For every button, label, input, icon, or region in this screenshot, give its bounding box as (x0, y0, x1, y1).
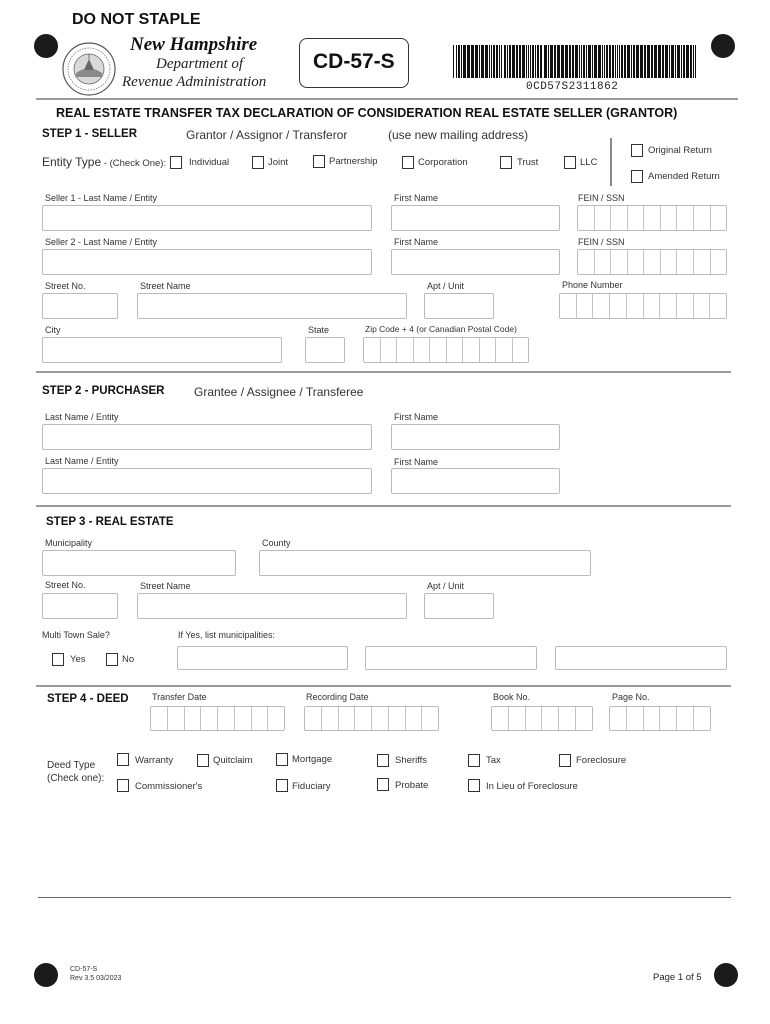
transfer-date-label: Transfer Date (152, 692, 207, 702)
deed-commissioners-checkbox[interactable] (117, 779, 129, 792)
entity-partnership-label: Partnership (329, 156, 378, 167)
if-yes-label: If Yes, list municipalities: (178, 630, 276, 640)
entity-llc-label: LLC (580, 157, 598, 168)
purchaser1-first-name-field[interactable] (391, 424, 560, 450)
seller-street-name-label: Street Name (140, 281, 191, 291)
deed-probate-checkbox[interactable] (377, 778, 389, 791)
purchaser2-last-name-field[interactable] (42, 468, 372, 494)
entity-type-label (42, 155, 166, 169)
seller2-fein-label: FEIN / SSN (578, 237, 625, 247)
municipality-list-field-2[interactable] (365, 646, 537, 670)
amended-return-checkbox[interactable] (631, 170, 643, 183)
amended-return-label: Amended Return (648, 171, 720, 182)
property-apt-field[interactable] (424, 593, 494, 619)
footer-form-code: CD-57-S (70, 966, 98, 973)
entity-corporation-label: Corporation (418, 157, 468, 168)
entity-trust-label: Trust (517, 157, 539, 168)
multi-town-label: Multi Town Sale? (42, 630, 110, 640)
multi-town-yes-label: Yes (70, 654, 86, 665)
entity-joint-checkbox[interactable] (252, 156, 264, 169)
seller-zip-field[interactable] (363, 337, 529, 363)
municipality-list-field-3[interactable] (555, 646, 727, 670)
department-line2: Revenue Administration (122, 74, 267, 90)
state-name: New Hampshire (130, 34, 258, 55)
book-no-field[interactable] (491, 706, 593, 731)
seller-state-field[interactable] (305, 337, 345, 363)
deed-warranty-checkbox[interactable] (117, 753, 129, 766)
purchaser2-last-name-label: Last Name / Entity (45, 456, 119, 466)
municipality-field[interactable] (42, 550, 236, 576)
deed-commissioners-label: Commissioner's (135, 781, 203, 792)
page-number: Page 1 of 5 (653, 972, 702, 983)
department-line1: Department of (156, 56, 244, 72)
mailing-note: (use new mailing address) (388, 128, 529, 142)
seller-street-no-label: Street No. (45, 281, 86, 291)
barcode (453, 45, 699, 78)
deed-in-lieu-checkbox[interactable] (468, 779, 480, 792)
recording-date-field[interactable] (304, 706, 439, 731)
seller1-first-name-label: First Name (394, 193, 439, 203)
multi-town-no-checkbox[interactable] (106, 653, 118, 666)
purchaser2-first-name-field[interactable] (391, 468, 560, 494)
purchaser1-last-name-label: Last Name / Entity (45, 412, 119, 422)
purchaser2-first-name-label: First Name (394, 457, 439, 467)
deed-mortgage-label: Mortgage (292, 754, 333, 765)
deed-fiduciary-label: Fiduciary (292, 781, 331, 792)
deed-quitclaim-checkbox[interactable] (197, 754, 209, 767)
entity-llc-checkbox[interactable] (564, 156, 576, 169)
deed-probate-label: Probate (395, 780, 429, 791)
step2-heading: STEP 2 - PURCHASER (42, 385, 165, 397)
purchaser1-last-name-field[interactable] (42, 424, 372, 450)
deed-warranty-label: Warranty (135, 755, 174, 766)
deed-foreclosure-checkbox[interactable] (559, 754, 571, 767)
property-street-name-field[interactable] (137, 593, 407, 619)
seller2-first-name-label: First Name (394, 237, 439, 247)
step1-heading: STEP 1 - SELLER (42, 128, 138, 140)
page-no-label: Page No. (612, 692, 650, 702)
seller-apt-field[interactable] (424, 293, 494, 319)
seller2-first-name-field[interactable] (391, 249, 560, 275)
registration-mark-bottom-right (714, 963, 738, 987)
entity-partnership-checkbox[interactable] (313, 155, 325, 168)
property-apt-label: Apt / Unit (427, 581, 465, 591)
seller1-first-name-field[interactable] (391, 205, 560, 231)
recording-date-label: Recording Date (306, 692, 369, 702)
county-label: County (262, 538, 291, 548)
entity-type-title: Entity Type (42, 155, 102, 169)
entity-joint-label: Joint (268, 157, 289, 168)
return-type-divider (610, 138, 612, 186)
deed-foreclosure-label: Foreclosure (576, 755, 627, 766)
multi-town-yes-checkbox[interactable] (52, 653, 64, 666)
registration-mark-top-right (711, 34, 735, 58)
deed-sheriffs-label: Sheriffs (395, 755, 428, 766)
seller-street-no-field[interactable] (42, 293, 118, 319)
seller2-last-name-field[interactable] (42, 249, 372, 275)
step4-heading: STEP 4 - DEED (47, 693, 129, 705)
deed-sheriffs-checkbox[interactable] (377, 754, 389, 767)
step4-rule (36, 685, 731, 687)
purchaser1-first-name-label: First Name (394, 412, 439, 422)
entity-type-hint: - (Check One): (101, 158, 167, 169)
step1-subheading: Grantor / Assignor / Transferor (186, 128, 348, 142)
entity-individual-label: Individual (189, 157, 230, 168)
transfer-date-field[interactable] (150, 706, 285, 731)
original-return-checkbox[interactable] (631, 144, 643, 157)
step2-subheading: Grantee / Assignee / Transferee (194, 385, 364, 399)
multi-town-no-label: No (122, 654, 135, 665)
entity-trust-checkbox[interactable] (500, 156, 512, 169)
seller2-fein-field[interactable] (577, 249, 727, 275)
deed-mortgage-checkbox[interactable] (276, 753, 288, 766)
seller1-last-name-field[interactable] (42, 205, 372, 231)
seller-city-field[interactable] (42, 337, 282, 363)
seller-phone-label: Phone Number (562, 280, 623, 290)
barcode-number: 0CD57S2311862 (526, 81, 619, 93)
seller1-last-name-label: Seller 1 - Last Name / Entity (45, 193, 158, 203)
deed-fiduciary-checkbox[interactable] (276, 779, 288, 792)
page-no-field[interactable] (609, 706, 711, 731)
deed-type-label: Deed Type (47, 760, 96, 771)
deed-in-lieu-label: In Lieu of Foreclosure (486, 781, 578, 792)
registration-mark-top-left (34, 34, 58, 58)
step2-rule (36, 371, 731, 373)
step3-heading: STEP 3 - REAL ESTATE (46, 516, 174, 528)
original-return-label: Original Return (648, 145, 712, 156)
deed-type-hint: (Check one): (47, 773, 105, 784)
seller-zip-label: Zip Code + 4 (or Canadian Postal Code) (365, 324, 517, 334)
property-street-name-label: Street Name (140, 581, 191, 591)
county-field[interactable] (259, 550, 591, 576)
footer-rule (38, 897, 731, 898)
seller2-last-name-label: Seller 2 - Last Name / Entity (45, 237, 158, 247)
do-not-staple: DO NOT STAPLE (72, 11, 201, 28)
deed-tax-checkbox[interactable] (468, 754, 480, 767)
entity-corporation-checkbox[interactable] (402, 156, 414, 169)
seller-state-label: State (308, 325, 330, 335)
seller-apt-label: Apt / Unit (427, 281, 465, 291)
seller-street-name-field[interactable] (137, 293, 407, 319)
seller1-fein-field[interactable] (577, 205, 727, 231)
state-seal (62, 42, 116, 96)
header-rule (36, 98, 738, 100)
deed-tax-label: Tax (486, 755, 501, 766)
footer-revision: Rev 3.5 03/2023 (70, 975, 122, 982)
book-no-label: Book No. (493, 692, 531, 702)
property-street-no-field[interactable] (42, 593, 118, 619)
form-title: REAL ESTATE TRANSFER TAX DECLARATION OF CONSIDERATION REAL ESTATE SELLER (GRANTOR) (56, 106, 678, 120)
seller-phone-field[interactable] (559, 293, 727, 319)
entity-individual-checkbox[interactable] (170, 156, 182, 169)
municipality-list-field-1[interactable] (177, 646, 348, 670)
form-code: CD-57-S (313, 50, 395, 73)
property-street-no-label: Street No. (45, 580, 86, 590)
seller1-fein-label: FEIN / SSN (578, 193, 625, 203)
seller-city-label: City (45, 325, 61, 335)
deed-quitclaim-label: Quitclaim (213, 755, 253, 766)
municipality-label: Municipality (45, 538, 93, 548)
registration-mark-bottom-left (34, 963, 58, 987)
step3-rule (36, 505, 731, 507)
